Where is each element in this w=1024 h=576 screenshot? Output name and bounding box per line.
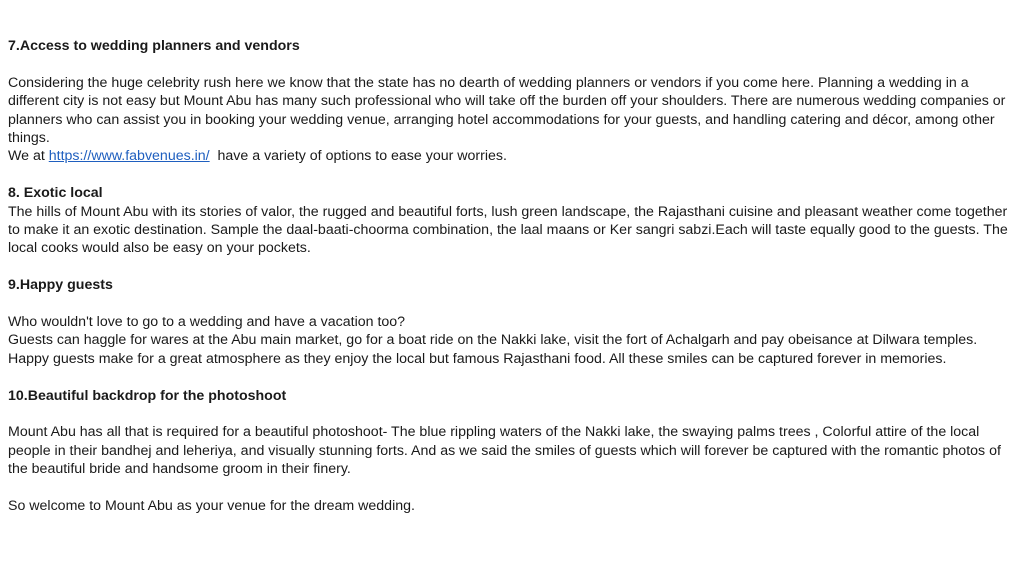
- spacer: [8, 479, 1016, 497]
- spacer: [8, 166, 1016, 184]
- spacer: [8, 368, 1016, 386]
- fabvenues-suffix: have a variety of options to ease your worries.: [209, 148, 507, 165]
- spacer: [8, 295, 1016, 313]
- section-heading-photoshoot: 10.Beautiful backdrop for the photoshoot: [8, 387, 287, 404]
- spacer: [8, 405, 1016, 423]
- closing-line: So welcome to Mount Abu as your venue for the dream wedding.: [8, 498, 415, 515]
- section-heading-wedding-planners: 7.Access to wedding planners and vendors: [8, 38, 300, 54]
- paragraph-happy-guests-intro: Who wouldn't love to go to a wedding and have a vacation too?: [8, 314, 406, 331]
- paragraph-photoshoot: Mount Abu has all that is required for a beautiful photoshoot- The blue rippling waters of the Nakki lake, the swaying palms trees , Colorful attire of the local people in their bandhej and leheriya, and visually stunning forts. And as we said the smiles of guests which will forever be captured with the romantic photos of the beautiful bride and handsome groom in their finery.: [8, 424, 1001, 478]
- slide-body: [8, 37, 1016, 515]
- spacer: [8, 258, 1016, 276]
- fabvenues-link[interactable]: https://www.fabvenues.in/: [48, 148, 210, 165]
- paragraph-fabvenues-line: [8, 147, 1016, 165]
- paragraph-wedding-planners: Considering the huge celebrity rush here we know that the state has no dearth of wedding planners or vendors if you come here. Planning a wedding in a different city is not easy but Mount Abu has many such professional who will take off the burden off your shoulders. There are numerous wedding companies or planners who can assist you in booking your wedding venue, arranging hotel accommodations for your guests, and handling catering and décor, among other things.: [8, 74, 1006, 147]
- section-heading-happy-guests: 9.Happy guests: [8, 277, 113, 294]
- fabvenues-prefix: We at: [8, 148, 49, 165]
- paragraph-exotic-local: The hills of Mount Abu with its stories of valor, the rugged and beautiful forts, lush green landscape, the Rajasthani cuisine and pleasant weather come together to make it an exotic destination. Sample the daal-baati-choorma combination, the laal maans or Ker sangri sabzi.Each will taste equally good to the guests. The local cooks would also be easy on your pockets.: [8, 203, 1008, 257]
- spacer: [8, 55, 1016, 73]
- paragraph-happy-guests: Guests can haggle for wares at the Abu main market, go for a boat ride on the Nakki lake, visit the fort of Achalgarh and pay obeisance at Dilwara temples. Happy guests make for a great atmosphere as they enjoy the local but famous Rajasthani food. All these smiles can be captured forever in memories.: [8, 332, 978, 367]
- section-heading-exotic-local: 8. Exotic local: [8, 185, 103, 202]
